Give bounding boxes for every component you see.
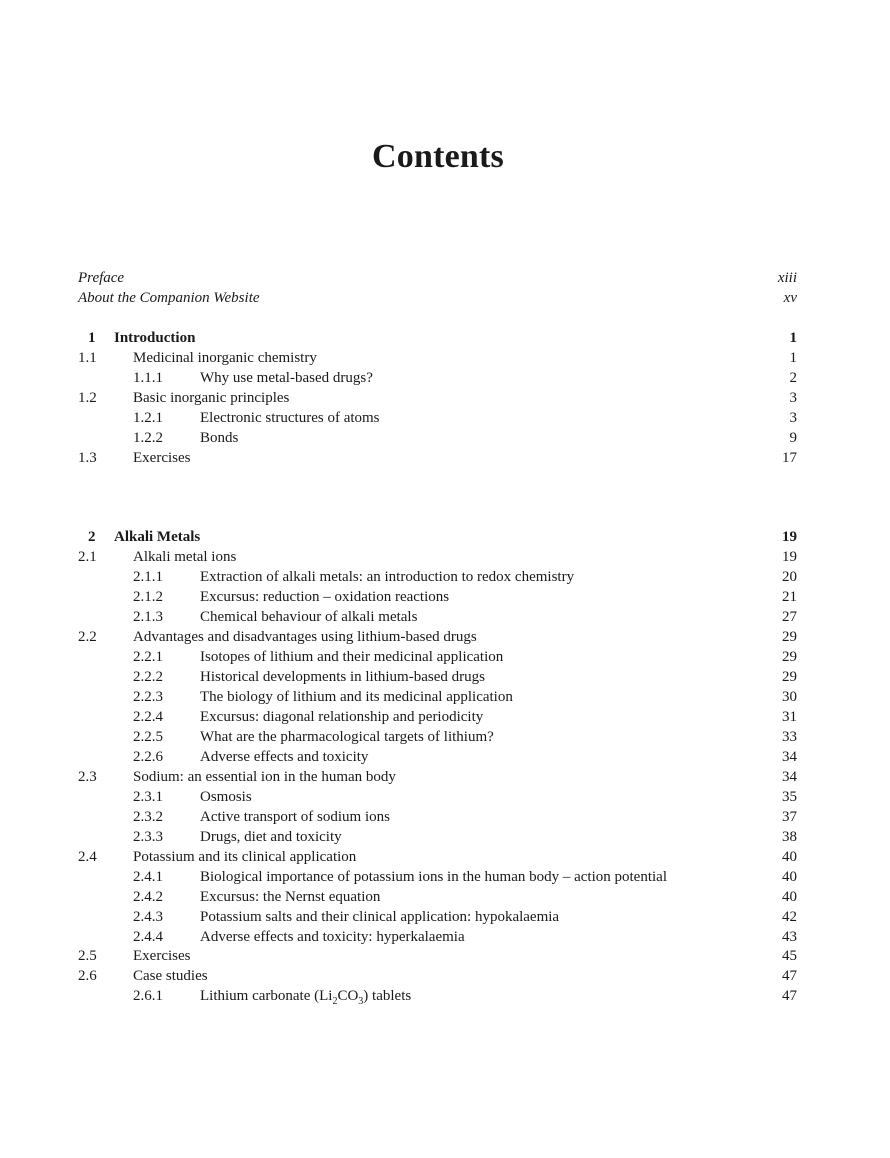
entry-page: 2 bbox=[789, 370, 797, 386]
entry-page: 1 bbox=[789, 350, 797, 366]
entry-page: 27 bbox=[782, 609, 797, 625]
entry-page: 21 bbox=[782, 589, 797, 605]
toc-entry[interactable] bbox=[0, 927, 890, 947]
toc-entry[interactable] bbox=[0, 727, 890, 747]
entry-title: Excursus: reduction – oxidation reactions bbox=[200, 589, 450, 605]
toc-entry[interactable] bbox=[0, 448, 890, 468]
entry-page: 31 bbox=[782, 709, 797, 725]
toc-entry[interactable] bbox=[0, 847, 890, 867]
entry-number: 2.3.2 bbox=[133, 809, 163, 825]
entry-title: Excursus: the Nernst equation bbox=[200, 889, 381, 905]
toc-entry[interactable] bbox=[0, 348, 890, 368]
entry-title: Osmosis bbox=[200, 789, 252, 805]
entry-number: 2.4.1 bbox=[133, 869, 163, 885]
toc-entry[interactable] bbox=[0, 428, 890, 448]
entry-title: Medicinal inorganic chemistry bbox=[133, 350, 317, 366]
toc-entry[interactable] bbox=[0, 627, 890, 647]
entry-page: 20 bbox=[782, 569, 797, 585]
entry-page: 34 bbox=[782, 749, 797, 765]
toc-entry[interactable] bbox=[0, 607, 890, 627]
entry-title: Why use metal-based drugs? bbox=[200, 370, 373, 386]
entry-page: 38 bbox=[782, 829, 797, 845]
entry-title: What are the pharmacological targets of lithium? bbox=[200, 729, 494, 745]
entry-title: Adverse effects and toxicity: hyperkalaemia bbox=[200, 929, 465, 945]
toc-entry[interactable] bbox=[0, 887, 890, 907]
toc-entry[interactable] bbox=[0, 767, 890, 787]
toc-entry[interactable] bbox=[0, 587, 890, 607]
chapter-page: 1 bbox=[789, 330, 797, 346]
entry-number: 2.4.2 bbox=[133, 889, 163, 905]
entry-number: 1.2.1 bbox=[133, 410, 163, 426]
entry-number: 2.2.5 bbox=[133, 729, 163, 745]
entry-number: 2.4.4 bbox=[133, 929, 163, 945]
entry-title: Excursus: diagonal relationship and periodicity bbox=[200, 709, 484, 725]
entry-number: 2.2 bbox=[78, 629, 97, 645]
entry-page: 45 bbox=[782, 948, 797, 964]
entry-page: 40 bbox=[782, 869, 797, 885]
toc-entry[interactable] bbox=[0, 647, 890, 667]
entry-number: 1.3 bbox=[78, 450, 97, 466]
entry-number: 1.1 bbox=[78, 350, 97, 366]
toc-entry[interactable] bbox=[0, 747, 890, 767]
entry-page: 34 bbox=[782, 769, 797, 785]
entry-title: Potassium and its clinical application bbox=[133, 849, 357, 865]
entry-page: 29 bbox=[782, 629, 797, 645]
entry-page: 47 bbox=[782, 988, 797, 1004]
toc-entry[interactable] bbox=[0, 567, 890, 587]
toc-entry-title: About the Companion Website bbox=[78, 290, 260, 306]
entry-title: Electronic structures of atoms bbox=[200, 410, 380, 426]
entry-title: Isotopes of lithium and their medicinal application bbox=[200, 649, 504, 665]
entry-title: Bonds bbox=[200, 430, 239, 446]
toc-entry[interactable] bbox=[0, 966, 890, 986]
chapter-number: 1 bbox=[88, 330, 96, 346]
entry-number: 1.2 bbox=[78, 390, 97, 406]
toc-entry[interactable] bbox=[0, 667, 890, 687]
entry-number: 2.2.3 bbox=[133, 689, 163, 705]
toc-entry[interactable] bbox=[0, 827, 890, 847]
toc-entry[interactable] bbox=[0, 807, 890, 827]
entry-number: 2.6.1 bbox=[133, 988, 163, 1004]
entry-number: 2.1.1 bbox=[133, 569, 163, 585]
entry-page: 40 bbox=[782, 889, 797, 905]
entry-page: 35 bbox=[782, 789, 797, 805]
toc-entry-title: Preface bbox=[78, 270, 125, 286]
toc-entry[interactable] bbox=[0, 408, 890, 428]
entry-number: 2.1 bbox=[78, 549, 97, 565]
toc-entry[interactable] bbox=[0, 787, 890, 807]
chapter-number: 2 bbox=[88, 529, 96, 545]
entry-number: 2.5 bbox=[78, 948, 97, 964]
entry-title: Active transport of sodium ions bbox=[200, 809, 390, 825]
toc-entry[interactable] bbox=[0, 388, 890, 408]
page-title: Contents bbox=[372, 138, 504, 175]
entry-number: 2.2.1 bbox=[133, 649, 163, 665]
entry-title: Biological importance of potassium ions in the human body – action potential bbox=[200, 869, 667, 885]
entry-title: Historical developments in lithium-based drugs bbox=[200, 669, 485, 685]
entry-page: 33 bbox=[782, 729, 797, 745]
chapter-page: 19 bbox=[782, 529, 797, 545]
toc-entry[interactable] bbox=[0, 368, 890, 388]
entry-number: 2.3.3 bbox=[133, 829, 163, 845]
entry-title: Exercises bbox=[133, 450, 191, 466]
entry-page: 3 bbox=[789, 410, 797, 426]
toc-entry-page: xiii bbox=[777, 270, 797, 286]
entry-number: 2.2.6 bbox=[133, 749, 163, 765]
toc-entry[interactable] bbox=[0, 867, 890, 887]
entry-title: Alkali metal ions bbox=[133, 549, 237, 565]
entry-number: 2.3 bbox=[78, 769, 97, 785]
toc-entry[interactable] bbox=[0, 547, 890, 567]
entry-page: 3 bbox=[789, 390, 797, 406]
entry-page: 9 bbox=[789, 430, 797, 446]
entry-title: Advantages and disadvantages using lithium-based drugs bbox=[133, 629, 477, 645]
entry-title: Sodium: an essential ion in the human body bbox=[133, 769, 396, 785]
entry-number: 1.1.1 bbox=[133, 370, 163, 386]
entry-page: 30 bbox=[782, 689, 797, 705]
entry-number: 2.1.3 bbox=[133, 609, 163, 625]
entry-page: 42 bbox=[782, 909, 797, 925]
entry-number: 2.4.3 bbox=[133, 909, 163, 925]
entry-title: Case studies bbox=[133, 968, 208, 984]
entry-page: 19 bbox=[782, 549, 797, 565]
entry-title: The biology of lithium and its medicinal application bbox=[200, 689, 513, 705]
toc-entry-preface[interactable] bbox=[0, 268, 890, 288]
entry-number: 2.2.2 bbox=[133, 669, 163, 685]
entry-page: 17 bbox=[782, 450, 797, 466]
toc-entry-companion-website[interactable] bbox=[0, 288, 890, 308]
entry-title: Drugs, diet and toxicity bbox=[200, 829, 342, 845]
entry-title: Extraction of alkali metals: an introduction to redox chemistry bbox=[200, 569, 575, 585]
entry-title: Lithium carbonate $(Li_2CO_3)$ tablets bbox=[200, 988, 412, 1007]
toc-entry[interactable] bbox=[0, 707, 890, 727]
entry-title: Adverse effects and toxicity bbox=[200, 749, 369, 765]
entry-number: 2.6 bbox=[78, 968, 97, 984]
entry-title: Chemical behaviour of alkali metals bbox=[200, 609, 418, 625]
toc-entry[interactable] bbox=[0, 907, 890, 927]
entry-number: 2.3.1 bbox=[133, 789, 163, 805]
entry-page: 29 bbox=[782, 669, 797, 685]
entry-title: Exercises bbox=[133, 948, 191, 964]
entry-page: 43 bbox=[782, 929, 797, 945]
toc-chapter-2[interactable] bbox=[0, 527, 890, 547]
entry-number: 1.2.2 bbox=[133, 430, 163, 446]
toc-entry[interactable] bbox=[0, 986, 890, 1006]
toc-entry[interactable] bbox=[0, 687, 890, 707]
entry-number: 2.2.4 bbox=[133, 709, 163, 725]
entry-page: 37 bbox=[782, 809, 797, 825]
entry-title: Potassium salts and their clinical application: hypokalaemia bbox=[200, 909, 560, 925]
toc-chapter-1[interactable] bbox=[0, 328, 890, 348]
entry-page: 29 bbox=[782, 649, 797, 665]
entry-number: 2.1.2 bbox=[133, 589, 163, 605]
entry-page: 40 bbox=[782, 849, 797, 865]
entry-number: 2.4 bbox=[78, 849, 97, 865]
chapter-title: Introduction bbox=[114, 330, 196, 346]
toc-entry-page: xv bbox=[783, 290, 797, 306]
entry-page: 47 bbox=[782, 968, 797, 984]
chapter-title: Alkali Metals bbox=[114, 529, 201, 545]
entry-title: Basic inorganic principles bbox=[133, 390, 290, 406]
toc-entry[interactable] bbox=[0, 946, 890, 966]
